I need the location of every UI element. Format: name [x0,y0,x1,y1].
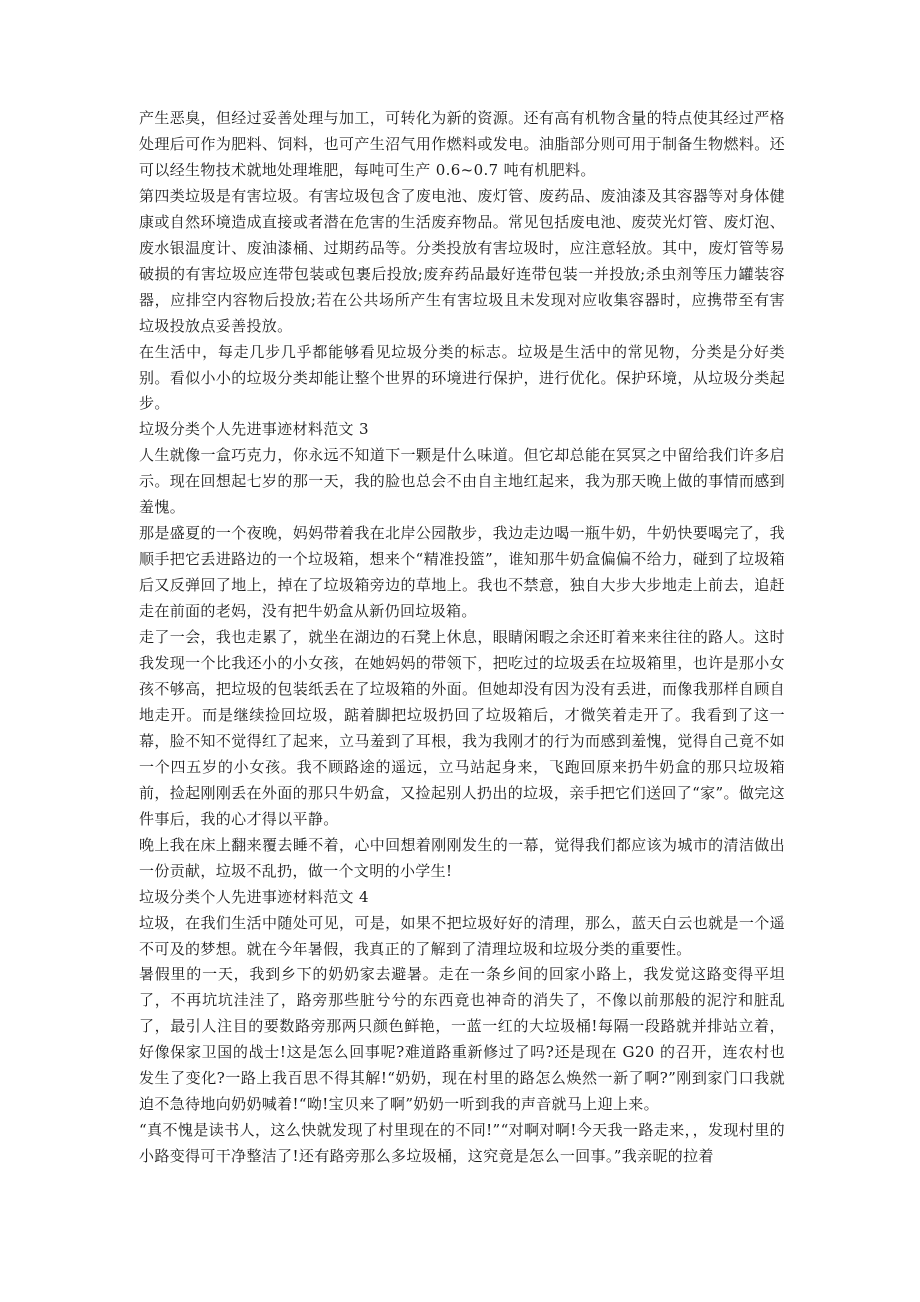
document-body [139,106,785,1170]
paragraph-night-reflection: 晚上我在床上翻来覆去睡不着，心中回想着刚刚发生的一幕，觉得我们都应该为城市的清洁做出一份贡献，垃圾不乱扔，做一个文明的小学生! [139,835,785,880]
paragraph-hazardous-waste: 第四类垃圾是有害垃圾。有害垃圾包含了废电池、废灯管、废药品、废油漆及其容器等对身体健康或自然环境造成直接或者潜在危害的生活废弃物品。常见包括废电池、废荧光灯管、废灯泡、废水银温度计、废油漆桶、过期药品等。分类投放有害垃圾时，应注意轻放。其中，废灯管等易破损的有害垃圾应连带包装或包裹后投放;废弃药品最好连带包装一并投放;杀虫剂等压力罐装容器，应排空内容物后投放;若在公共场所产生有害垃圾且未发现对应收集容器时，应携带至有害垃圾投放点妥善投放。 [139,186,785,335]
section-heading-sample-3: 垃圾分类个人先进事迹材料范文 3 [139,420,369,439]
paragraph-village-road: 暑假里的一天，我到乡下的奶奶家去避暑。走在一条乡间的回家小路上，我发觉这路变得平坦了，不再坑坑洼洼了，路旁那些脏兮兮的东西竟也神奇的消失了，不像以前那般的泥泞和脏乱了，最引人注目的要数路旁那两只颜色鲜艳，一蓝一红的大垃圾桶!每隔一段路就并排站立着，好像保家卫国的战士!这是怎么回事呢?难道路重新修过了吗?还是现在 G20 的召开，连农村也发生了变化?一路上我百思不得其解!“奶奶，现在村里的路怎么焕然一新了啊?”刚到家门口我就迫不急待地向奶奶喊着!“呦!宝贝来了啊”奶奶一听到我的声音就马上迎上来。 [139,965,785,1114]
paragraph-chocolate: 人生就像一盒巧克力，你永远不知道下一颗是什么味道。但它却总能在冥冥之中留给我们许多启示。现在回想起七岁的那一天，我的脸也总会不由自主地红起来，我为那天晚上做的事情而感到羞愧。 [139,446,785,517]
paragraph-summer-night: 那是盛夏的一个夜晚，妈妈带着我在北岸公园散步，我边走边喝一瓶牛奶，牛奶快要喝完了，我顺手把它丢进路边的一个垃圾箱，想来个“精准投篮”，谁知那牛奶盒偏偏不给力，碰到了垃圾箱后又反弹回了地上，掉在了垃圾箱旁边的草地上。我也不禁意，独自大步大步地走上前去，追赶走在前面的老妈，没有把牛奶盒从新仍回垃圾箱。 [139,524,785,621]
section-heading-sample-4: 垃圾分类个人先进事迹材料范文 4 [139,887,369,906]
paragraph-little-girl: 走了一会，我也走累了，就坐在湖边的石凳上休息，眼睛闲暇之余还盯着来来往往的路人。这时我发现一个比我还小的小女孩，在她妈妈的带领下，把吃过的垃圾丢在垃圾箱里，也许是那小女孩不够高，把垃圾的包装纸丢在了垃圾箱的外面。但她却没有因为没有丢进，而像我那样自顾自地走开。而是继续捡回垃圾，踮着脚把垃圾扔回了垃圾箱后，才微笑着走开了。我看到了这一幕，脸不知不觉得红了起来，立马羞到了耳根，我为我刚才的行为而感到羞愧，觉得自己竟不如一个四五岁的小女孩。我不顾路途的遥远，立马站起身来，飞跑回原来扔牛奶盒的那只垃圾箱前，捡起刚刚丢在外面的那只牛奶盒，又捡起别人扔出的垃圾，亲手把它们送回了“家”。做完这件事后，我的心才得以平静。 [139,628,785,828]
paragraph-daily-life: 在生活中，每走几步几乎都能够看见垃圾分类的标志。垃圾是生活中的常见物，分类是分好类别。看似小小的垃圾分类却能让整个世界的环境进行保护，进行优化。保护环境，从垃圾分类起步。 [139,342,785,413]
paragraph-grandma-dialogue: “真不愧是读书人，这么快就发现了村里现在的不同!”“对啊对啊!今天我一路走来，，发现村里的小路变得可干净整洁了!还有路旁那么多垃圾桶，这究竟是怎么一回事。”我亲昵的拉着 [139,1121,785,1166]
paragraph-garbage-everywhere: 垃圾，在我们生活中随处可见，可是，如果不把垃圾好好的清理，那么，蓝天白云也就是一个遥不可及的梦想。就在今年暑假，我真正的了解到了清理垃圾和垃圾分类的重要性。 [139,913,785,958]
paragraph-kitchen-waste-cont: 产生恶臭，但经过妥善处理与加工，可转化为新的资源。还有高有机物含量的特点使其经过严格处理后可作为肥料、饲料，也可产生沼气用作燃料或发电。油脂部分则可用于制备生物燃料。还可以经生物技术就地处理堆肥，每吨可生产 0.6~0.7 吨有机肥料。 [139,109,785,179]
